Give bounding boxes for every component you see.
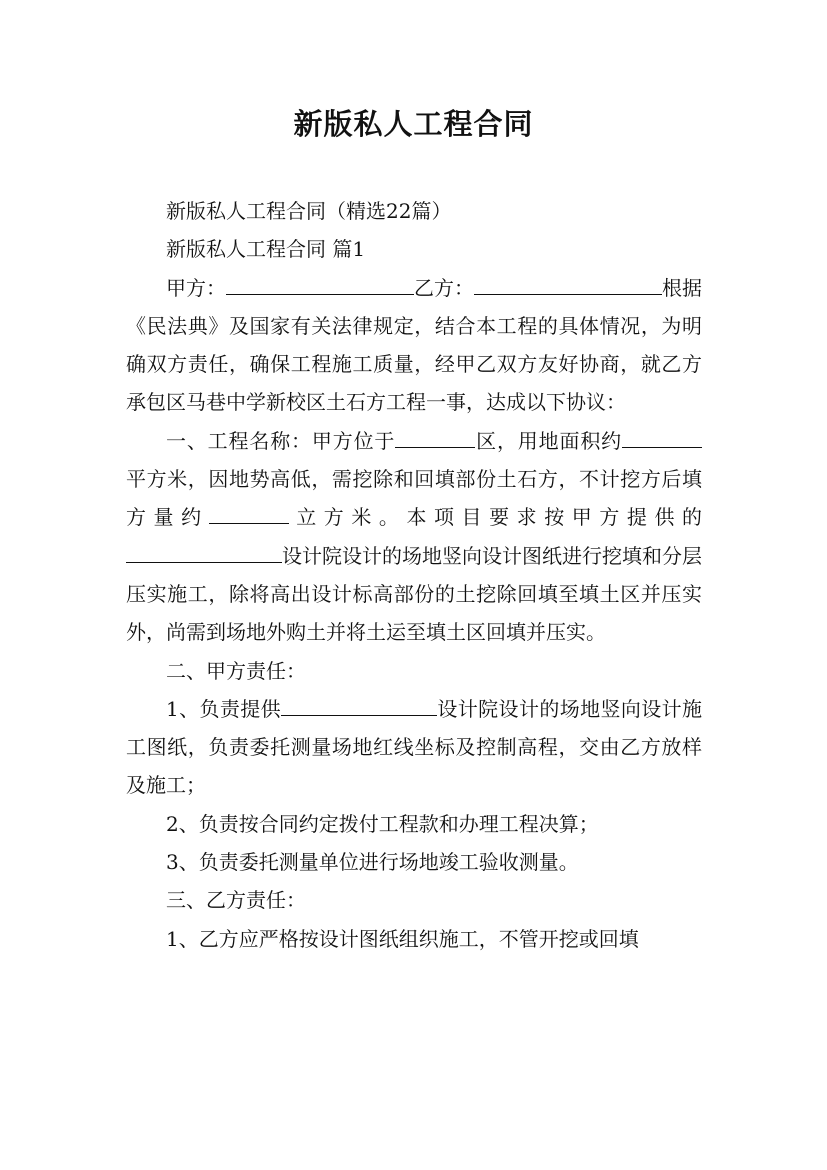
paragraph-duty-b1: 1、乙方应严格按设计图纸组织施工，不管开挖或回填: [166, 926, 639, 951]
subtitle-paragraph: 新版私人工程合同（精选22篇）: [166, 199, 452, 223]
paragraph-parties: [126, 269, 702, 422]
volume-blank: [209, 522, 289, 524]
duty-a1-text-a: 1、负责提供: [166, 696, 282, 721]
duty-a1-text-b: 设计院设计的场地竖向设计施工图纸，负责委托测量场地红线坐标及控制高程，交由乙方放样及施工；: [126, 696, 703, 798]
heading-party-b-duties: 三、乙方责任：: [166, 888, 306, 913]
parties-text: 根据《民法典》及国家有关法律规定，结合本工程的具体情况，为明确双方责任，确保工程施工质量，经甲乙双方友好协商，就乙方承包区马巷中学新校区土石方工程一事，达成以下协议：: [126, 275, 702, 415]
project-text-d: 立方米。本项目要求按甲方提供的: [288, 505, 703, 530]
district-blank: [395, 446, 475, 448]
institute-blank: [126, 561, 282, 563]
heading-party-a-duties: 二、甲方责任：: [166, 658, 306, 683]
document-body: [126, 192, 702, 958]
design-institute-blank: [281, 714, 437, 716]
section-heading: 新版私人工程合同 篇1: [166, 237, 366, 262]
paragraph-duty-a3: 3、负责委托测量单位进行场地竣工验收测量。: [166, 850, 579, 875]
paragraph-project-name: [126, 422, 702, 652]
party-b-blank: [474, 293, 662, 295]
area-blank: [622, 446, 702, 448]
project-text-a: 一、工程名称：甲方位于: [166, 428, 396, 453]
project-text-e: 设计院设计的场地竖向设计图纸进行挖填和分层压实施工，除将高出设计标高部份的土挖除回填至填土区并压实外，尚需到场地外购土并将土运至填土区回填并压实。: [126, 543, 702, 645]
party-b-label: 乙方：: [414, 275, 474, 300]
paragraph-duty-a1: [126, 690, 702, 805]
party-a-label: 甲方：: [166, 275, 226, 300]
project-text-c: 平方米，因地势高低，需挖除和回填部份土石方，不计挖方后填方量约: [126, 467, 702, 530]
party-a-blank: [226, 293, 414, 295]
document-title: 新版私人工程合同: [293, 107, 534, 141]
paragraph-duty-a2: 2、负责按合同约定拨付工程款和办理工程决算；: [166, 811, 599, 836]
project-text-b: 区，用地面积约: [475, 428, 623, 453]
